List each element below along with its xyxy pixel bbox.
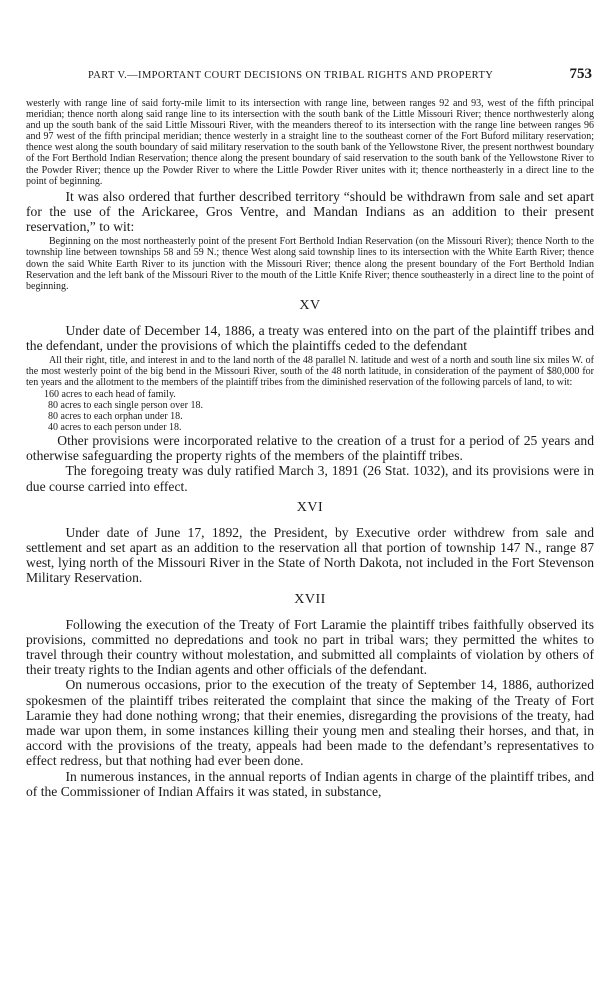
quoted-territory-description: Beginning on the most northeasterly point of the present Fort Berthold Indian Reservation (on the Missouri River); thence North to the township line between townships 58 and 59 N.; thence West along said township lines to its intersection with the White Earth River; thence down the said White Earth River to its junction with the Missouri River; thence along the present boundary of the Fort Berthold Indian Reservation and the left bank of the Missouri River to the mouth of the Little Knife River; thence southeasterly in a direct line to the point of beginning. [26,236,594,292]
page-number: 753 [569,66,592,82]
quoted-cession-terms: All their right, title, and interest in and to the land north of the 48 parallel N. latitude and west of a north and south line six miles W. of the most westerly point of the big bend in the Missouri River, south of the 48 north latitude, in consideration of the payment of $80,000 for ten years and the allotment to the members of the plaintiff tribes from the diminished reservation of the following parcels of land, to wit: [26,355,594,389]
list-item: 160 acres to each head of family. [44,388,176,400]
allotment-list [26,389,594,433]
paragraph-treaty-ratified: The foregoing treaty was duly ratified March 3, 1891 (26 Stat. 1032), and its provisions were in due course carried into effect. [26,463,594,494]
paragraph-complaints: On numerous occasions, prior to the execution of the treaty of September 14, 1886, authorized spokesmen of the plaintiff tribes reiterated the complaint that since the making of the Treaty of Fort Laramie they had done nothing wrong; that their enemies, disregarding the provisions of the treaty, had made war upon them, in some instances killing their young men and stealing their horses, and that, in accord with the provisions of the treaty, appeals had been made to the defendant’s representatives to effect redress, but that nothing had ever been done. [26,677,594,769]
paragraph-treaty-1886: Under date of December 14, 1886, a treaty was entered into on the part of the plaintiff tribes and the defendant, under the provisions of which the plaintiffs ceded to the defendant [26,322,594,354]
section-heading-xvii: XVII [294,591,326,607]
paragraph-executive-order-1892: Under date of June 17, 1892, the President, by Executive order withdrew from sale and settlement and set apart as an addition to the reservation all that portion of township 147 N., range 87 west, lying north of the Missouri River in the State of North Dakota, not included in the Fort Stevenson Military Reservation. [26,524,594,586]
paragraph-trust-provisions: Other provisions were incorporated relative to the creation of a trust for a period of 25 years and otherwise safeguarding the property rights of the members of the plaintiff tribes. [26,432,594,464]
section-heading-xv: XV [299,297,321,313]
list-item: 80 acres to each single person over 18. [48,399,203,411]
boundary-description-continued: westerly with range line of said forty-mile limit to its intersection with range line, between ranges 92 and 93, west of the fifth principal meridian; thence north along said range line to its intersection with the south bank of the Little Missouri River; thence northwesterly along and up the south bank of the said Little Missouri River, with the meanders thereof to its intersection with the range line between ranges 96 and 97 west of the fifth principal meridian; thence westerly in a straight line to the southeast corner of the Fort Buford military reservation; thence west along the south boundary of said military reservation to the south bank of the Yellowstone River, the present northwest boundary of the Fort Berthold Indian Reservation; thence along the present boundary of said reservation to the south bank of the Yellowstone River to the Powder River; thence up the Powder River to where the Little Powder River unites with it; thence northeasterly in a direct line to the point of beginning. [26,98,594,187]
paragraph-additional-territory: It was also ordered that further described territory “should be withdrawn from sale and set apart for the use of the Arickaree, Gros Ventre, and Mandan Indians as an addition to their present reservation,” to wit: [26,188,594,235]
section-heading-xvi: XVI [296,499,324,515]
page-body [26,98,594,799]
list-item: 40 acres to each person under 18. [48,421,182,433]
paragraph-annual-reports: In numerous instances, in the annual reports of Indian agents in charge of the plaintiff tribes, and of the Commissioner of Indian Affairs it was stated, in substance, [26,768,594,799]
paragraph-fort-laramie-observance: Following the execution of the Treaty of Fort Laramie the plaintiff tribes faithfully observed its provisions, committed no depredations and took no part in tribal wars; they permitted the whites to travel through their country without molestation, and submitted all complaints of violation by others of their treaty rights to the Indian agents and other officials of the defendant. [26,616,594,678]
list-item: 80 acres to each orphan under 18. [48,410,183,422]
running-header [26,66,594,88]
running-title: PART V.—IMPORTANT COURT DECISIONS ON TRIBAL RIGHTS AND PROPERTY [88,70,494,81]
